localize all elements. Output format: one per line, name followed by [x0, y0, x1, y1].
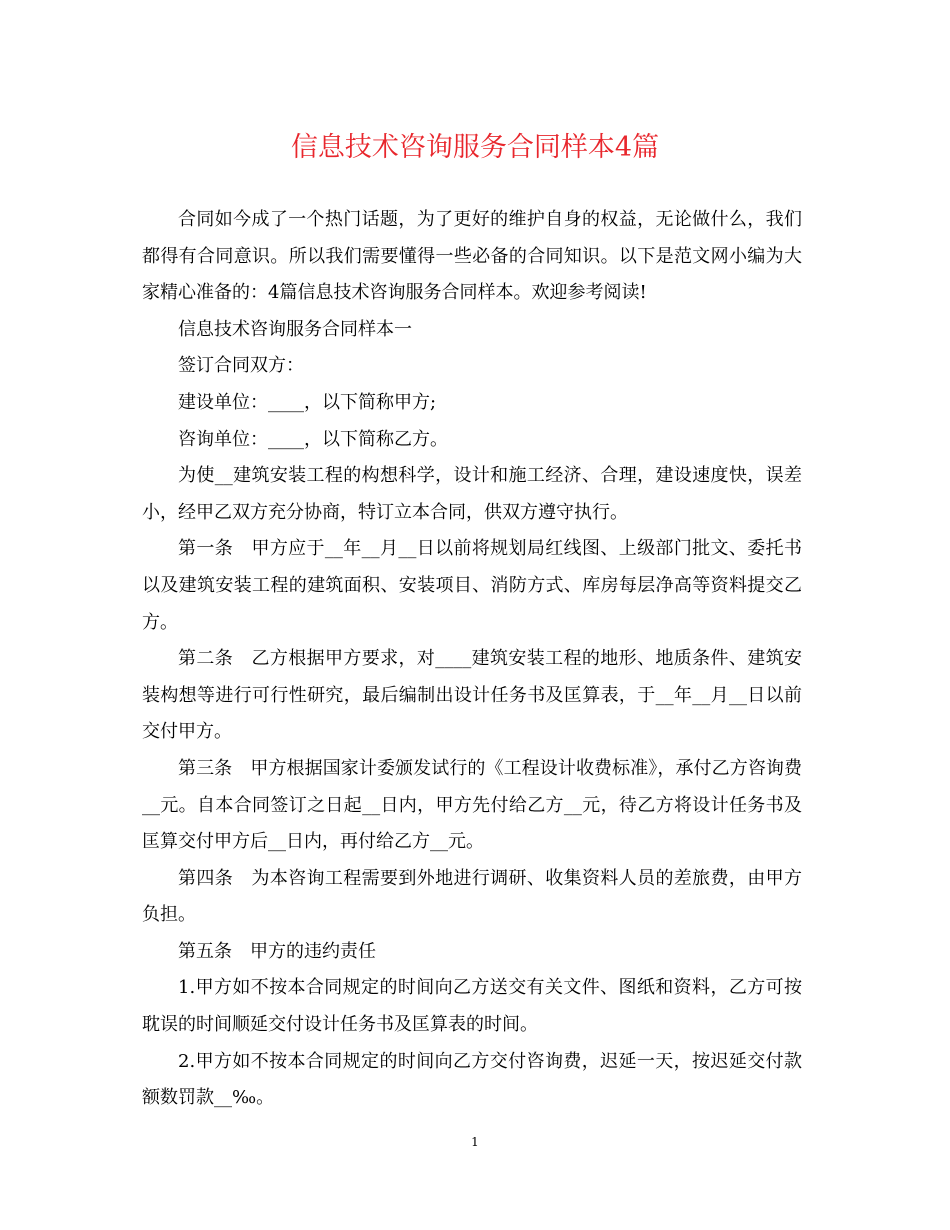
clause-2: 2.甲方如不按本合同规定的时间向乙方交付咨询费，迟延一天，按迟延交付款额数罚款__‰。 [142, 1050, 802, 1109]
paragraph: 签订合同双方： [178, 355, 304, 377]
page-number: 1 [471, 1135, 479, 1149]
article-3: 第三条 甲方根据国家计委颁发试行的《工程设计收费标准》，承付乙方咨询费__元。自本合同签订之日起__日内，甲方先付给乙方__元，待乙方将设计任务书及匡算交付甲方后__日内，再付给乙方__元。 [142, 757, 802, 853]
section-heading: 信息技术咨询服务合同样本一 [178, 318, 412, 340]
clause-1: 1.甲方如不按本合同规定的时间向乙方送交有关文件、图纸和资料，乙方可按耽误的时间顺延交付设计任务书及匡算表的时间。 [142, 977, 802, 1036]
paragraph: 建设单位：____，以下简称甲方; [178, 391, 437, 413]
article-4: 第四条 为本咨询工程需要到外地进行调研、收集资料人员的差旅费，由甲方负担。 [142, 867, 802, 926]
article-1: 第一条 甲方应于__年__月__日以前将规划局红线图、上级部门批文、委托书以及建筑安装工程的建筑面积、安装项目、消防方式、库房每层净高等资料提交乙方。 [142, 538, 802, 633]
paragraph: 咨询单位：____，以下简称乙方。 [178, 428, 448, 450]
intro-paragraph: 合同如今成了一个热门话题，为了更好的维护自身的权益，无论做什么，我们都得有合同意识。所以我们需要懂得一些必备的合同知识。以下是范文网小编为大家精心准备的：4篇信息技术咨询服务合同样本。欢迎参考阅读! [142, 209, 802, 304]
article-5: 第五条 甲方的违约责任 [178, 940, 376, 962]
document-title: 信息技术咨询服务合同样本4篇 [290, 132, 660, 163]
paragraph: 为使__建筑安装工程的构想科学，设计和施工经济、合理，建设速度快，误差小，经甲乙双方充分协商，特订立本合同，供双方遵守执行。 [142, 465, 802, 523]
article-2: 第二条 乙方根据甲方要求，对____建筑安装工程的地形、地质条件、建筑安装构想等进行可行性研究，最后编制出设计任务书及匡算表，于__年__月__日以前交付甲方。 [142, 648, 802, 743]
document-body [142, 202, 802, 1117]
